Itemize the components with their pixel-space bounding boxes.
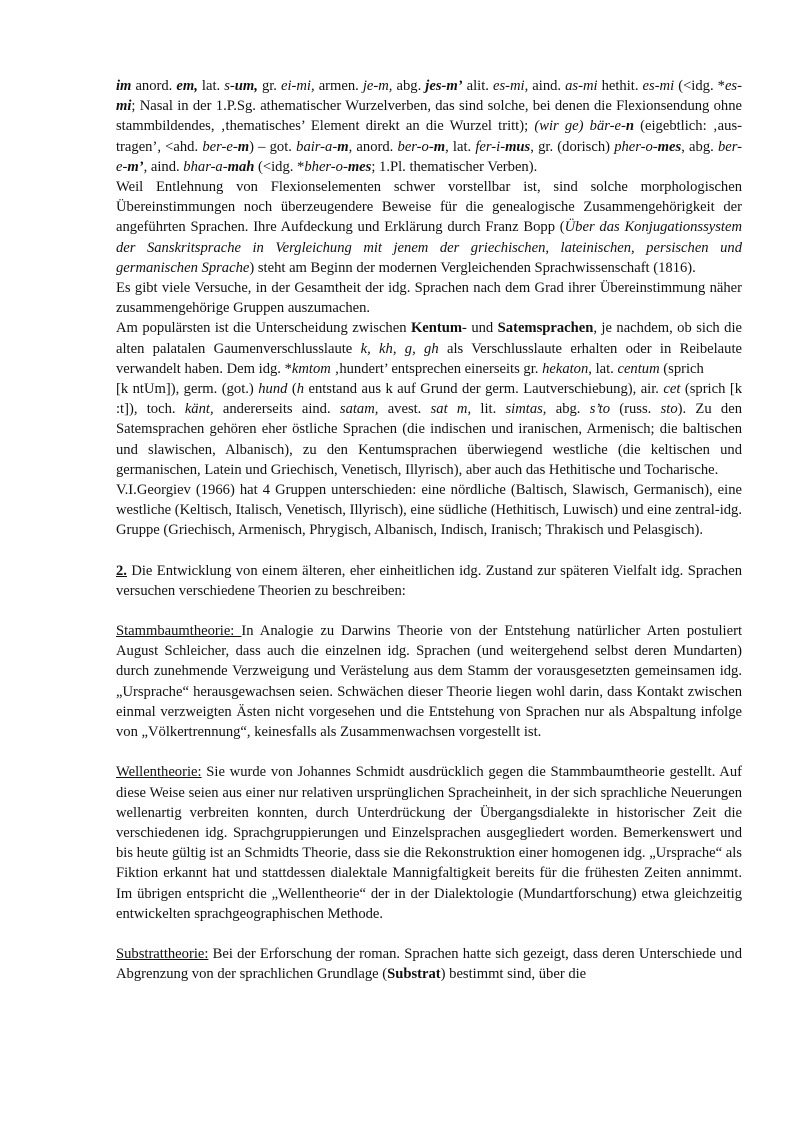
paragraph-georgiev: V.I.Georgiev (1966) hat 4 Gruppen unterschieden: eine nördliche (Baltisch, Slawisch, Germanisch), eine westliche (Keltisch, Italisch, Venetisch, Illyrisch), eine südliche (Hethitisch, Luwisch) und eine zentral-idg. Gruppe (Griechisch, Armenisch, Phrygisch, Albanisch, Indisch, Iranisch; Thrakisch und Pelasgisch).	[116, 482, 742, 539]
paragraph-spacer	[116, 541, 742, 561]
paragraph-stammbaumtheorie: Stammbaumtheorie: In Analogie zu Darwins Theorie von der Entstehung natürlicher Arten postuliert August Schleicher, dass auch die einzelnen idg. Sprachen (und weitergehend selbst deren Mundarten) durch zunehmende Verzweigung und Verästelung aus dem Stamm der vorausgesetzten gemeinsamen idg. „Ursprache“ herausgewachsen seien. Schwächen dieser Theorie liegen wohl darin, dass Kontakt zwischen einmal verzweigten Ästen nicht vorgesehen und die Entstehung von Sprachen nur als Abspaltung infolge von „Völkertrennung“, keinesfalls als Zusammenwachsen vorgestellt ist.	[116, 623, 743, 741]
paragraph-examples-1sg-1pl: im anord. em, lat. s-um, gr. ei-mi, armen. je-m, abg. jes-m’ alit. es-mi, aind. as-mi hethit. es-mi (<idg. *es-mi; Nasal in der 1.P.Sg. athematischer Wurzelverben, das sind solche, bei denen die Flexionsendung ohne stammbildendes, ‚thematisches’ Element direkt an die Wurzel tritt); (wir ge) bär-e-n (eigebtlich: ‚aus-tragen’, <ahd. ber-e-m) – got. bair-a-m, anord. ber-o-m, lat. fer-i-mus, gr. (dorisch) pher-o-mes, abg. ber-e-m’, aind. bhar-a-mah (<idg. *bher-o-mes; 1.Pl. thematischer Verben).	[116, 78, 743, 175]
paragraph-spacer	[116, 742, 742, 762]
paragraph-wellentheorie: Wellentheorie: Sie wurde von Johannes Schmidt ausdrücklich gegen die Stammbaumtheorie gestellt. Auf diese Weise seien aus einer nur relativen ursprünglichen Spracheinheit, in der sich sprachliche Neuerungen wellenartig verbreiten konnten, durch Unterdrückung der Übergangsdialekte in historischer Zeit die verschiedenen idg. Sprachgruppierungen und Einzelsprachen ausgegliedert worden. Bemerkenswert und bis heute gültig ist an Schmidts Theorie, dass sie die Rekonstruktion einer homogenen idg. „Ursprache“ als Fiktion erkannt hat und stattdessen dialektale Mannigfaltigkeit bereits für die frühesten Zeiten annimmt. Im übrigen entspricht die „Wellentheorie“ der in der Dialektologie (Mundartforschung) etwa gleichzeitig entwickelten sprachgeographischen Methode.	[116, 764, 742, 922]
paragraph-bopp: Weil Entlehnung von Flexionselementen schwer vorstellbar ist, sind solche morphologischen Übereinstimmungen noch überzeugendere Beweise für die genealogische Zusammengehörigkeit der angeführten Sprachen. Ihre Aufdeckung und Erklärung durch Franz Bopp (Über das Konjugationssystem der Sanskritsprache in Vergleichung mit jenem der griechischen, lateinischen, persischen und germanischen Sprache) steht am Beginn der modernen Vergleichenden Sprachwissenschaft (1816).	[116, 179, 743, 276]
paragraph-section-2: 2. Die Entwicklung von einem älteren, eher einheitlichen idg. Zustand zur späteren Vielfalt idg. Sprachen versuchen verschiedene Theorien zu beschreiben:	[116, 562, 742, 599]
section-number: 2.	[116, 562, 127, 579]
heading-wellentheorie: Wellentheorie:	[116, 764, 202, 781]
paragraph-gruppen: Es gibt viele Versuche, in der Gesamtheit der idg. Sprachen nach dem Grad ihrer Übereinstimmung näher zusammengehörige Gruppen auszumachen.	[116, 280, 742, 317]
book-title-bopp: Über das Konjugationssystem der Sanskritsprache in Vergleichung mit jenem der griechischen, lateinischen, persischen und germanischen Sprache	[116, 219, 743, 276]
paragraph-spacer	[116, 924, 742, 944]
document-page	[116, 76, 742, 984]
paragraph-substrattheorie: Substrattheorie: Bei der Erforschung der roman. Sprachen hatte sich gezeigt, dass deren Unterschiede und Abgrenzung von der sprachlichen Grundlage (Substrat) bestimmt sind, über die	[116, 945, 742, 983]
paragraph-kentum-satem: Am populärsten ist die Unterscheidung zwischen Kentum- und Satemsprachen, je nachdem, ob sich die alten palatalen Gaumenverschlusslaute k, kh, g, gh als Verschlusslaute erhalten oder in Reibelaute verwandelt haben. Dem idg. *kmtom ‚hundert’ entsprechen einerseits gr. hekaton, lat. centum (sprich [k ntUm]), germ. (got.) hund (h entstand aus k auf Grund der germ. Lautverschiebung), air. cet (sprich [k :t]), toch. känt, andererseits aind. satam, avest. sat m, lit. simtas, abg. s’to (russ. sto). Zu den Satemsprachen gehören eher östliche Sprachen (die indischen und iranischen, Armenisch; die baltischen und slawischen, Albanisch), zu den Kentumsprachen überwiegend westliche (die keltischen und germanischen, Latein und Griechisch, Venetisch, Illyrisch), aber auch das Hethitische und Tocharische.	[116, 320, 742, 478]
heading-substrattheorie: Substrattheorie:	[116, 945, 209, 962]
paragraph-spacer	[116, 601, 742, 621]
heading-stammbaumtheorie: Stammbaumtheorie:	[116, 623, 242, 640]
